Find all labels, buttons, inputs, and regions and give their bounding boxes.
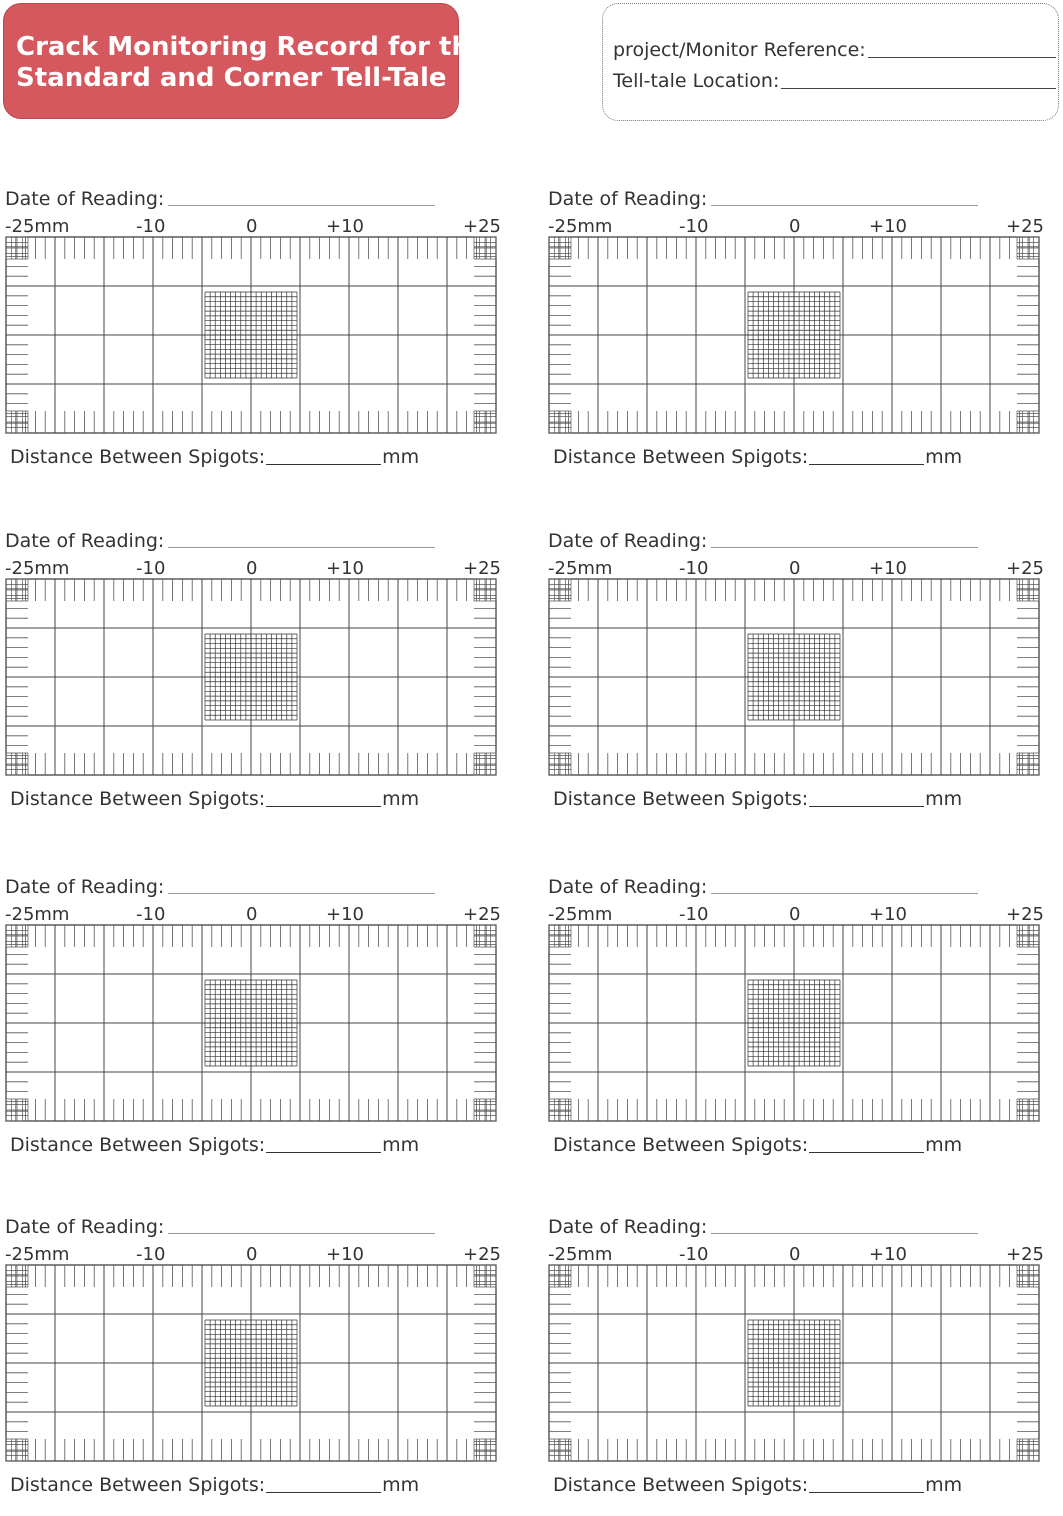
title-banner [3,3,488,119]
distance-field[interactable] [266,1476,381,1493]
distance-label: Distance Between Spigots: [10,788,266,810]
reading-record [3,188,501,488]
reading-record [546,188,1044,488]
tell-tale-location-row [613,70,1056,92]
scale-label-minus-10: -10 [136,904,166,925]
date-of-reading-row [548,876,978,898]
tell-tale-location-field[interactable] [781,74,1056,89]
scale-label-plus-10: +10 [869,558,907,579]
tell-tale-grid [5,578,498,778]
scale-label-minus-10: -10 [679,1244,709,1265]
date-of-reading-row [5,530,435,552]
date-of-reading-field[interactable] [168,881,435,894]
tell-tale-grid [548,578,1041,778]
scale-label-zero: 0 [789,1244,801,1265]
distance-unit: mm [382,446,420,468]
distance-between-spigots-row [10,446,419,468]
scale-label-minus-10: -10 [136,216,166,237]
tell-tale-grid [548,236,1041,436]
scale-label-minus-25: -25mm [548,558,613,579]
reading-record [546,1216,1044,1516]
scale-label-zero: 0 [789,904,801,925]
date-of-reading-label: Date of Reading: [548,188,708,210]
date-of-reading-label: Date of Reading: [5,1216,165,1238]
project-reference-field[interactable] [868,43,1056,58]
date-of-reading-label: Date of Reading: [548,1216,708,1238]
tell-tale-grid [548,1264,1041,1464]
date-of-reading-field[interactable] [711,1221,978,1234]
scale-label-zero: 0 [246,558,258,579]
reading-record [3,1216,501,1516]
distance-field[interactable] [266,1136,381,1153]
tell-tale-grid [5,924,498,1124]
distance-unit: mm [925,446,963,468]
scale-label-plus-25: +25 [1006,904,1044,925]
distance-between-spigots-row [553,1134,962,1156]
date-of-reading-row [548,1216,978,1238]
date-of-reading-field[interactable] [711,193,978,206]
tell-tale-grid [5,236,498,436]
distance-field[interactable] [809,790,924,807]
scale-label-plus-10: +10 [326,904,364,925]
date-of-reading-label: Date of Reading: [548,530,708,552]
distance-label: Distance Between Spigots: [553,446,809,468]
date-of-reading-row [548,530,978,552]
scale-label-minus-25: -25mm [5,904,70,925]
tell-tale-grid [548,924,1041,1124]
date-of-reading-label: Date of Reading: [5,530,165,552]
scale-label-plus-25: +25 [1006,216,1044,237]
distance-between-spigots-row [553,446,962,468]
distance-field[interactable] [266,448,381,465]
scale-label-minus-10: -10 [679,904,709,925]
date-of-reading-field[interactable] [711,535,978,548]
distance-field[interactable] [809,1136,924,1153]
scale-label-plus-25: +25 [1006,558,1044,579]
scale-label-minus-25: -25mm [5,1244,70,1265]
distance-unit: mm [925,788,963,810]
scale-label-zero: 0 [246,1244,258,1265]
distance-label: Distance Between Spigots: [553,1134,809,1156]
date-of-reading-label: Date of Reading: [5,876,165,898]
scale-label-minus-10: -10 [136,558,166,579]
scale-label-minus-10: -10 [136,1244,166,1265]
distance-unit: mm [382,1474,420,1496]
distance-label: Distance Between Spigots: [553,788,809,810]
date-of-reading-field[interactable] [168,1221,435,1234]
scale-label-plus-10: +10 [326,1244,364,1265]
tell-tale-location-label: Tell-tale Location: [613,70,780,92]
scale-label-zero: 0 [246,216,258,237]
scale-label-plus-10: +10 [869,904,907,925]
scale-label-minus-10: -10 [679,216,709,237]
reading-record [546,876,1044,1176]
distance-label: Distance Between Spigots: [10,446,266,468]
distance-between-spigots-row [553,788,962,810]
scale-label-plus-10: +10 [869,216,907,237]
distance-between-spigots-row [10,1134,419,1156]
date-of-reading-field[interactable] [711,881,978,894]
distance-label: Distance Between Spigots: [553,1474,809,1496]
date-of-reading-row [548,188,978,210]
distance-unit: mm [382,788,420,810]
scale-label-plus-25: +25 [1006,1244,1044,1265]
title-line-1: Crack Monitoring Record for the [16,32,488,62]
scale-label-minus-25: -25mm [5,216,70,237]
scale-label-plus-25: +25 [463,1244,501,1265]
title-line-2: Standard and Corner Tell-Tale [16,63,447,93]
reference-box [602,3,1059,121]
scale-label-zero: 0 [789,216,801,237]
distance-between-spigots-row [10,788,419,810]
scale-label-plus-25: +25 [463,216,501,237]
scale-label-minus-25: -25mm [548,216,613,237]
distance-between-spigots-row [10,1474,419,1496]
scale-label-plus-10: +10 [326,216,364,237]
scale-label-minus-25: -25mm [548,904,613,925]
date-of-reading-label: Date of Reading: [548,876,708,898]
date-of-reading-row [5,876,435,898]
distance-field[interactable] [266,790,381,807]
scale-label-minus-25: -25mm [5,558,70,579]
scale-label-plus-10: +10 [326,558,364,579]
distance-field[interactable] [809,448,924,465]
distance-unit: mm [925,1134,963,1156]
reading-record [546,530,1044,830]
scale-label-minus-25: -25mm [548,1244,613,1265]
distance-between-spigots-row [553,1474,962,1496]
scale-label-minus-10: -10 [679,558,709,579]
distance-unit: mm [925,1474,963,1496]
distance-label: Distance Between Spigots: [10,1474,266,1496]
scale-label-plus-10: +10 [869,1244,907,1265]
project-reference-row [613,39,1056,61]
distance-unit: mm [382,1134,420,1156]
date-of-reading-field[interactable] [168,193,435,206]
reading-record [3,530,501,830]
date-of-reading-row [5,188,435,210]
scale-label-zero: 0 [789,558,801,579]
scale-label-plus-25: +25 [463,904,501,925]
distance-field[interactable] [809,1476,924,1493]
date-of-reading-row [5,1216,435,1238]
date-of-reading-field[interactable] [168,535,435,548]
tell-tale-grid [5,1264,498,1464]
scale-label-zero: 0 [246,904,258,925]
reading-record [3,876,501,1176]
scale-label-plus-25: +25 [463,558,501,579]
project-reference-label: project/Monitor Reference: [613,39,866,61]
date-of-reading-label: Date of Reading: [5,188,165,210]
distance-label: Distance Between Spigots: [10,1134,266,1156]
